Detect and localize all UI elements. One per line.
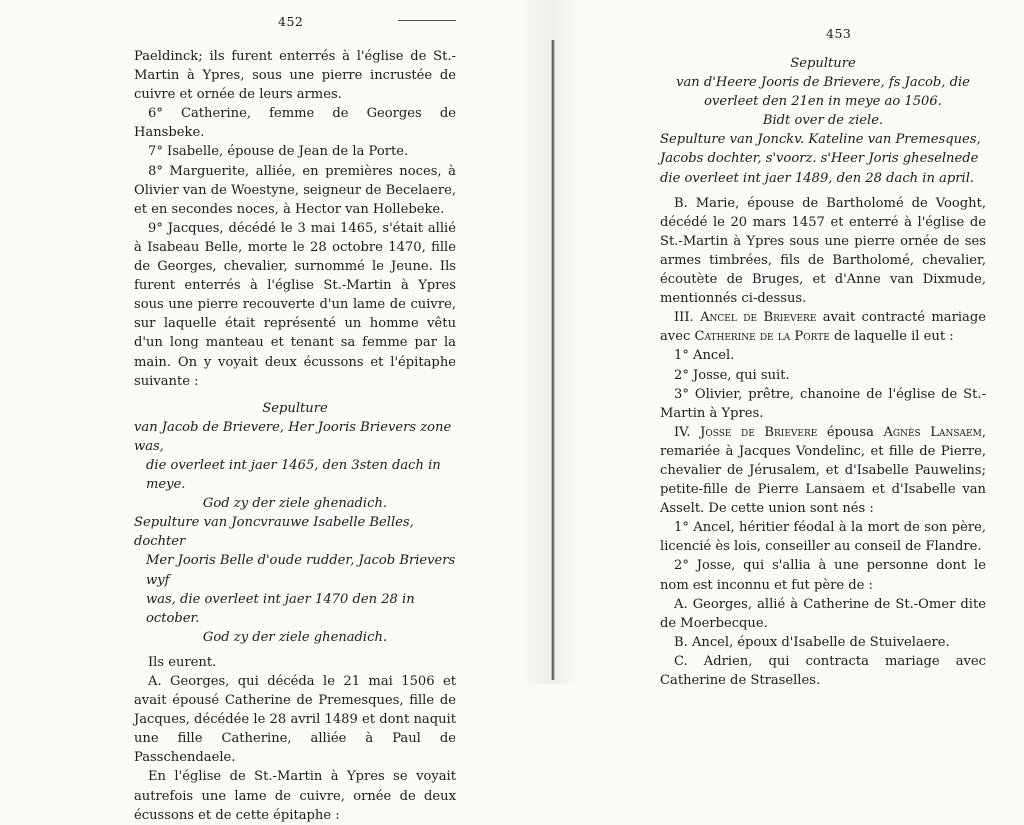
section-heading-iv	[660, 423, 986, 518]
epitaph-line: Sepulture van Joncvrauwe Isabelle Belles, dochter	[134, 515, 414, 550]
paragraph: 6° Catherine, femme de Georges de Hansbeke.	[134, 106, 456, 141]
section-text: de laquelle il eut :	[829, 329, 954, 345]
section-heading-iii	[660, 308, 986, 346]
paragraph: Paeldinck; ils furent enterrés à l'église de St.-Martin à Ypres, sous une pierre incrustée de cuivre et ornée de leurs armes.	[134, 49, 456, 103]
left-page-text	[134, 47, 456, 825]
right-page-text	[660, 50, 986, 690]
section-text: épousa	[817, 424, 884, 440]
epitaph-line: die overleet int jaer 1465, den 3sten dach in meye.	[146, 457, 441, 493]
epitaph	[660, 54, 986, 188]
section-text: avait contracté mariage avec	[660, 310, 986, 345]
epitaph-line: die overleet int jaer 1489, den 28 dach in april.	[660, 170, 975, 186]
list-item: 2° Josse, qui suit.	[674, 367, 790, 383]
scan-mark	[398, 20, 456, 21]
list-item: 1° Ancel, héritier féodal à la mort de son père, licencié ès lois, conseiller au conseil de Flandre.	[660, 520, 986, 555]
epitaph-line: overleet den 21en in meye ao 1506.	[704, 94, 942, 110]
person-name: Catherine de la Porte	[694, 329, 830, 345]
list-item: 3° Olivier, prêtre, chanoine de l'église de St.-Martin à Ypres.	[660, 386, 986, 421]
list-item: 1° Ancel.	[674, 348, 735, 364]
epitaph-line: God zy der ziele ghenadich.	[202, 496, 388, 512]
epitaph-line: Sepulture	[790, 56, 856, 71]
page-number: 452	[278, 14, 304, 29]
paragraph: En l'église de St.-Martin à Ypres se voyait autrefois une lame de cuivre, ornée de deux écussons et de cette épitaphe :	[134, 769, 456, 823]
person-name: Josse de Brievere	[700, 424, 818, 440]
page-number: 453	[826, 26, 852, 41]
epitaph-line: van Jacob de Brievere, Her Jooris Brievers zone was,	[134, 419, 452, 454]
epitaph-line: Sepulture	[262, 400, 328, 416]
paragraph: A. Georges, qui décéda le 21 mai 1506 et avait épousé Catherine de Premesques, fille de Jacques, décédée le 28 avril 1489 et dont naquit une fille Catherine, alliée à Paul de Passchendaele.	[134, 674, 456, 766]
epitaph-line: Mer Jooris Belle d'oude rudder, Jacob Brievers wyf	[146, 553, 456, 588]
paragraph: B. Marie, épouse de Bartholomé de Vooght, décédé le 20 mars 1457 et enterré à l'église de St.-Martin à Ypres sous une pierre ornée de ses armes timbrées, fils de Bartholomé, chevalier, écoutète de Bruges, et d'Anne van Dixmude, mentionnés ci-dessus.	[660, 195, 986, 307]
person-name: Ancel de Brievere	[700, 310, 817, 326]
paragraph: 7° Isabelle, épouse de Jean de la Porte.	[148, 144, 409, 160]
epitaph-line: van d'Heere Jooris de Brievere, fs Jacob, die	[676, 75, 970, 91]
epitaph-line: Sepulture van Jonckv. Kateline van Premesques,	[660, 132, 981, 148]
paragraph: 8° Marguerite, alliée, en premières noces, à Olivier van de Woestyne, seigneur de Becelaere, et en secondes noces, à Hector van Hollebeke.	[134, 163, 456, 217]
epitaph	[134, 399, 456, 647]
list-item: A. Georges, allié à Catherine de St.-Omer dite de Moerbecque.	[660, 596, 986, 631]
epitaph-line: Jacobs dochter, s'voorz. s'Heer Joris gheselnede	[660, 151, 979, 167]
section-number: IV.	[674, 424, 691, 440]
paragraph: Ils eurent.	[148, 654, 217, 670]
epitaph-line: was, die overleet int jaer 1470 den 28 in october.	[146, 591, 415, 626]
list-item: C. Adrien, qui contracta mariage avec Catherine de Straselles.	[660, 653, 986, 688]
paragraph: 9° Jacques, décédé le 3 mai 1465, s'était allié à Isabeau Belle, morte le 28 octobre 1470, fille de Georges, chevalier, surnommé le Jeune. Ils furent enterrés à l'église St.-Martin à Ypres sous une pierre recouverte d'un lame de cuivre, sur laquelle était représenté un homme vêtu d'un long manteau et tenant sa femme par la main. On y voyait deux écussons et l'épitaphe suivante :	[134, 220, 456, 389]
section-text: , remariée à Jacques Vondelinc, et fille de Pierre, chevalier de Jérusalem, et d'Isabelle Pauwelins; petite-fille de Pierre Lansaem et d'Isabelle van Asselt. De cette union sont nés :	[660, 424, 986, 517]
epitaph-line: God zy der ziele ghenadich.	[202, 629, 388, 645]
right-page	[528, 0, 1024, 688]
list-item: 2° Josse, qui s'allia à une personne dont le nom est inconnu et fut père de :	[660, 558, 986, 593]
person-name: Agnès Lansaem	[883, 424, 982, 440]
section-number: III.	[674, 310, 694, 326]
list-item: B. Ancel, époux d'Isabelle de Stuivelaere.	[674, 634, 950, 650]
epitaph-line: Bidt over de ziele.	[762, 113, 884, 129]
